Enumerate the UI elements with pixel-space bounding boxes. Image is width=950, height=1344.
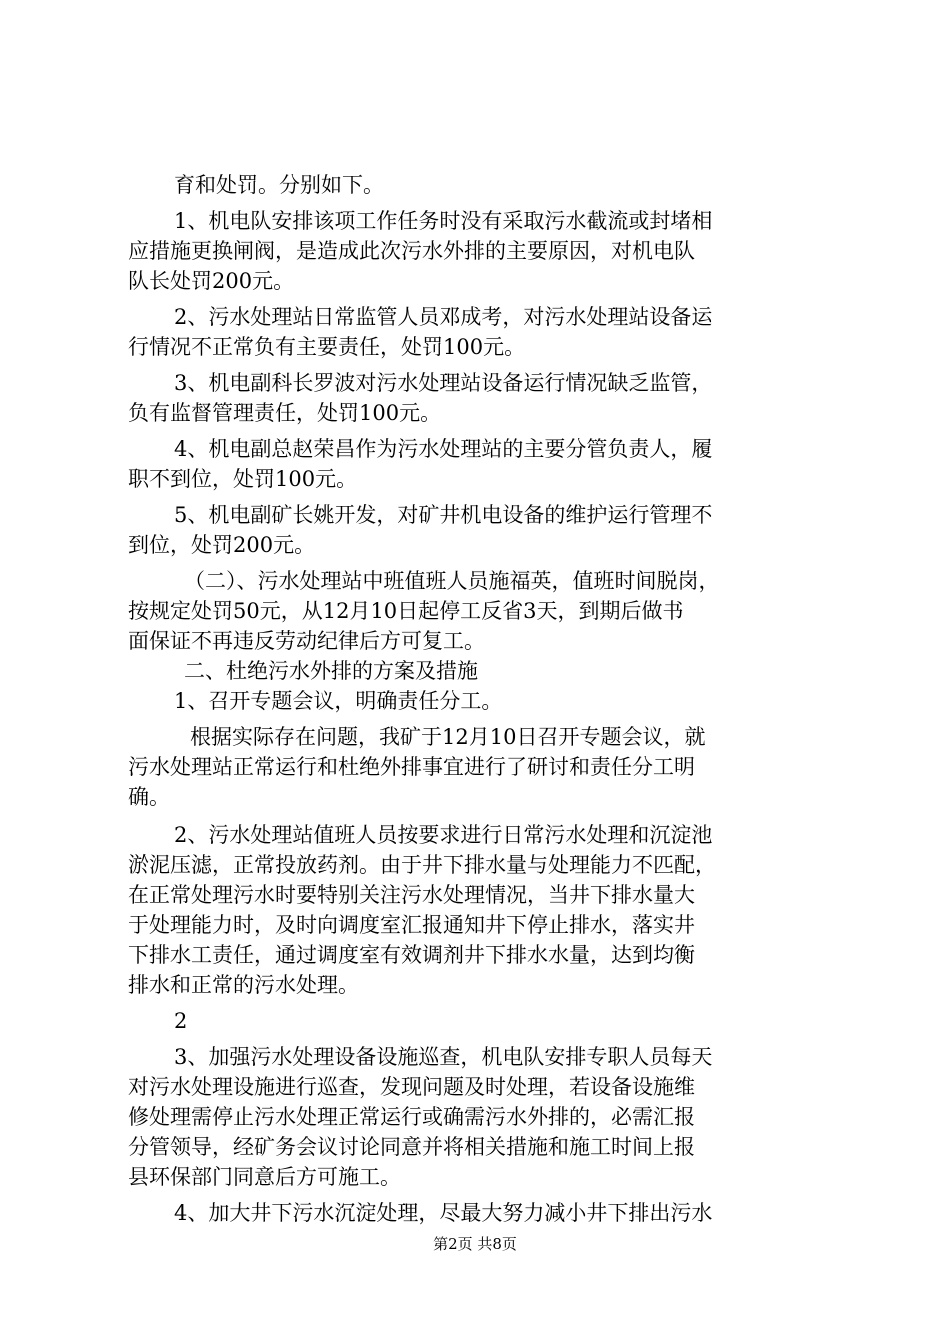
- text-line: 3、加强污水处理设备设施巡查，机电队安排专职人员每天: [174, 1045, 713, 1069]
- text-line: 2、污水处理站日常监管人员邓成考，对污水处理站设备运: [174, 305, 713, 329]
- text-line: 3、机电副科长罗波对污水处理站设备运行情况缺乏监管，: [174, 371, 713, 395]
- text-line: 4、加大井下污水沉淀处理，尽最大努力减小井下排出污水: [174, 1201, 713, 1225]
- text-line: 于处理能力时，及时向调度室汇报通知井下停止排水，落实井: [128, 913, 695, 937]
- text-line: 职不到位，处罚100元。: [128, 467, 358, 491]
- text-line: 对污水处理设施进行巡查，发现问题及时处理，若设备设施维: [128, 1075, 695, 1099]
- text-line: 确。: [128, 785, 170, 809]
- text-line: 育和处罚。分别如下。: [174, 173, 384, 197]
- text-line: 行情况不正常负有主要责任，处罚100元。: [128, 335, 526, 359]
- text-line: 污水处理站正常运行和杜绝外排事宜进行了研讨和责任分工明: [128, 755, 695, 779]
- text-line: 面保证不再违反劳动纪律后方可复工。: [128, 629, 485, 653]
- text-line: 分管领导，经矿务会议讨论同意并将相关措施和施工时间上报: [128, 1135, 695, 1159]
- text-line: （二）、污水处理站中班值班人员施福英，值班时间脱岗，: [184, 569, 720, 593]
- text-line: 队长处罚200元。: [128, 269, 295, 293]
- text-line: 1、机电队安排该项工作任务时没有采取污水截流或封堵相: [174, 209, 713, 233]
- section-heading: 二、杜绝污水外排的方案及措施: [184, 659, 478, 683]
- text-line: 1、召开专题会议，明确责任分工。: [174, 689, 503, 713]
- text-line: 到位，处罚200元。: [128, 533, 316, 557]
- text-line: 下排水工责任，通过调度室有效调剂井下排水水量，达到均衡: [128, 943, 695, 967]
- text-line: 淤泥压滤，正常投放药剂。由于井下排水量与处理能力不匹配，: [128, 853, 716, 877]
- text-line: 4、机电副总赵荣昌作为污水处理站的主要分管负责人，履: [174, 437, 713, 461]
- text-line: 2、污水处理站值班人员按要求进行日常污水处理和沉淀池: [174, 823, 713, 847]
- text-line: 县环保部门同意后方可施工。: [128, 1165, 401, 1189]
- page-footer: 第2页 共8页: [433, 1235, 517, 1253]
- text-line: 根据实际存在问题，我矿于12月10日召开专题会议，就: [190, 725, 706, 749]
- document-body: [128, 170, 838, 1228]
- inline-page-number: 2: [174, 1009, 188, 1033]
- text-line: 在正常处理污水时要特别关注污水处理情况，当井下排水量大: [128, 883, 695, 907]
- text-line: 应措施更换闸阀，是造成此次污水外排的主要原因，对机电队: [128, 239, 695, 263]
- text-line: 按规定处罚50元，从12月10日起停工反省3天，到期后做书: [128, 599, 684, 623]
- text-line: 排水和正常的污水处理。: [128, 973, 359, 997]
- text-line: 负有监督管理责任，处罚100元。: [128, 401, 442, 425]
- text-line: 5、机电副矿长姚开发，对矿井机电设备的维护运行管理不: [174, 503, 713, 527]
- text-line: 修处理需停止污水处理正常运行或确需污水外排的，必需汇报: [128, 1105, 695, 1129]
